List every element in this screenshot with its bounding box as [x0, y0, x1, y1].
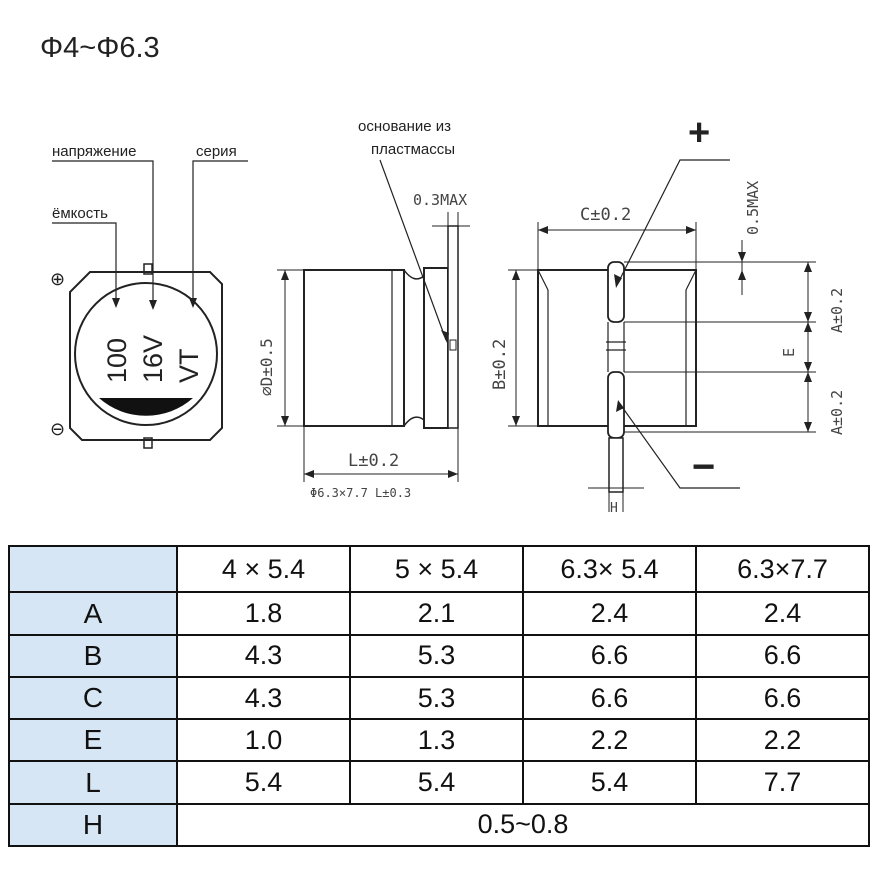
dim-h: H — [610, 501, 618, 516]
table-row-label: C — [9, 677, 177, 719]
table-cell: 2.2 — [523, 719, 696, 761]
table-header-cell: 6.3× 5.4 — [523, 546, 696, 592]
table-row — [9, 719, 869, 761]
table-cell: 2.2 — [696, 719, 869, 761]
table-cell: 6.6 — [523, 677, 696, 719]
positive-terminal — [608, 262, 624, 322]
table-cell-merged: 0.5~0.8 — [177, 804, 869, 846]
label-base-line1: основание из — [358, 118, 452, 135]
table-cell: 4.3 — [177, 677, 350, 719]
marking-series: VT — [174, 348, 204, 383]
dim-05max: 0.5MAX — [744, 180, 762, 235]
table-cell: 2.4 — [696, 592, 869, 634]
table-cell: 7.7 — [696, 761, 869, 803]
table-cell: 6.6 — [696, 635, 869, 677]
table-cell: 5.4 — [350, 761, 523, 803]
table-cell: 5.3 — [350, 677, 523, 719]
table-header-row — [9, 546, 869, 592]
table-cell: 5.4 — [523, 761, 696, 803]
table-row-label: E — [9, 719, 177, 761]
table-cell: 1.0 — [177, 719, 350, 761]
table-cell: 4.3 — [177, 635, 350, 677]
table-row-label: B — [9, 635, 177, 677]
side-view — [257, 118, 470, 500]
table-cell: 2.1 — [350, 592, 523, 634]
marking-capacity: 100 — [102, 337, 132, 383]
table-row — [9, 761, 869, 803]
table-cell: 1.3 — [350, 719, 523, 761]
plus-big-symbol: + — [688, 112, 711, 154]
table-cell: 1.8 — [177, 592, 350, 634]
table-cell: 6.6 — [523, 635, 696, 677]
table-header-cell: 5 × 5.4 — [350, 546, 523, 592]
table-cell: 6.6 — [696, 677, 869, 719]
dim-l-63: Φ6.3×7.7 L±0.3 — [310, 486, 412, 500]
dim-e: E — [780, 347, 798, 357]
label-voltage: напряжение — [52, 143, 137, 160]
plus-small-symbol: ⊕ — [50, 269, 66, 289]
dim-a-bottom: A±0.2 — [828, 389, 846, 435]
minus-big-symbol: − — [692, 445, 716, 489]
top-view — [50, 143, 248, 448]
table-row-label: A — [9, 592, 177, 634]
table-cell: 2.4 — [523, 592, 696, 634]
marking-voltage: 16V — [138, 334, 168, 383]
bottom-view — [490, 112, 846, 516]
dim-l: L±0.2 — [348, 451, 400, 471]
dim-03max: 0.3MAX — [413, 191, 468, 209]
table-cell: 5.3 — [350, 635, 523, 677]
dim-b: B±0.2 — [490, 338, 510, 390]
side-body — [304, 270, 404, 426]
label-base-line2: пластмассы — [371, 141, 456, 158]
label-series: серия — [196, 143, 237, 160]
dim-c: C±0.2 — [580, 205, 632, 225]
label-capacity: ёмкость — [52, 205, 108, 222]
dim-a-top: A±0.2 — [828, 287, 846, 333]
table-row — [9, 635, 869, 677]
plastic-base — [424, 268, 448, 428]
table-row — [9, 592, 869, 634]
diagram-title: Φ4~Φ6.3 — [40, 32, 160, 64]
table-row — [9, 804, 869, 846]
table-row-label: H — [9, 804, 177, 846]
table-header-cell: 4 × 5.4 — [177, 546, 350, 592]
table-corner — [9, 546, 177, 592]
dimensions-table — [8, 545, 870, 847]
table-cell: 5.4 — [177, 761, 350, 803]
table-row — [9, 677, 869, 719]
minus-small-symbol: ⊖ — [50, 419, 66, 439]
table-row-label: L — [9, 761, 177, 803]
table-header-cell: 6.3×7.7 — [696, 546, 869, 592]
dim-d: ⌀D±0.5 — [257, 338, 276, 396]
